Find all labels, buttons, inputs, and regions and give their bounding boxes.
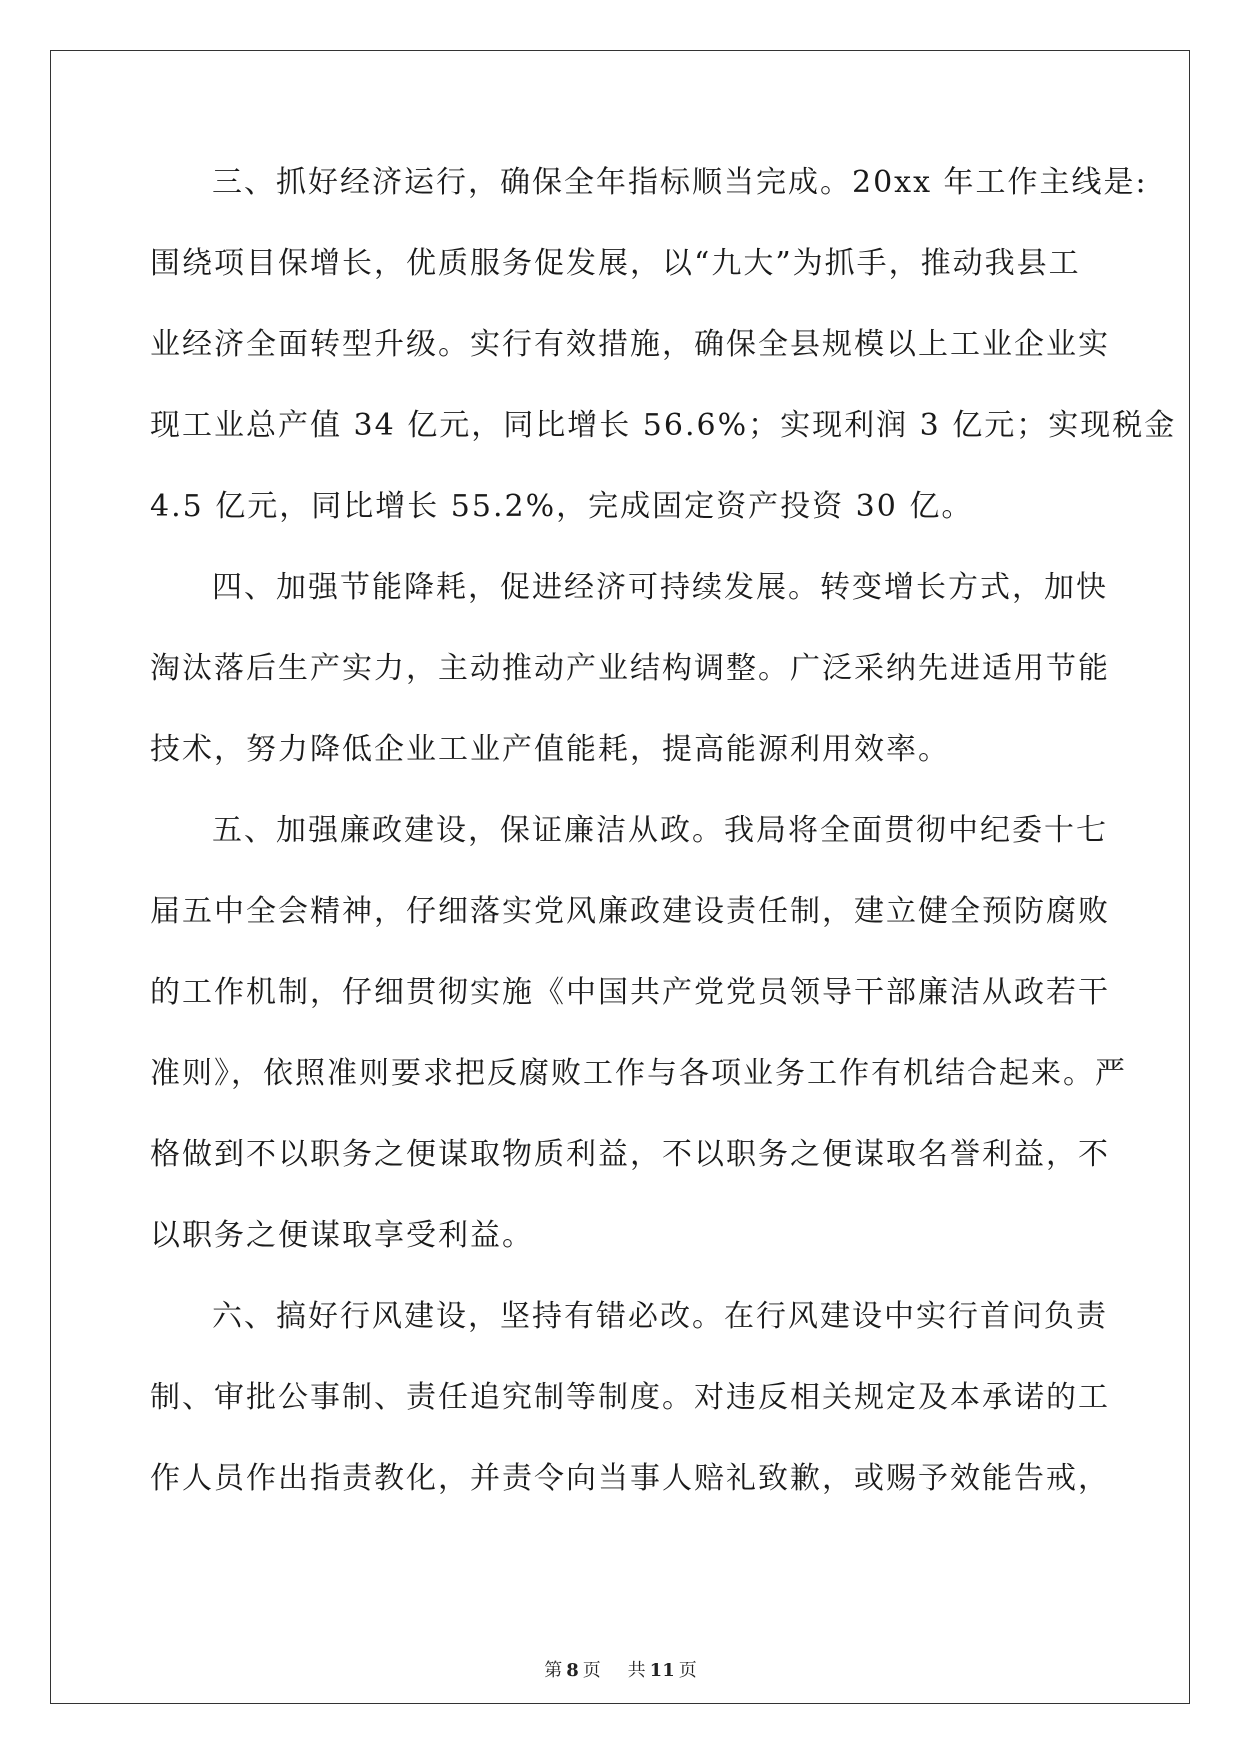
paragraph-3-line-2: 届五中全会精神，仔细落实党风廉政建设责任制，建立健全预防腐败 (150, 894, 1110, 929)
page-footer (0, 1656, 1241, 1682)
paragraph-1-line-4: 现工业总产值 34 亿元，同比增长 56.6%；实现利润 3 亿元；实现税金 (150, 408, 1177, 443)
total-suffix: 页 (678, 1660, 697, 1681)
paragraph-3-line-5: 格做到不以职务之便谋取物质利益，不以职务之便谋取名誉利益，不 (150, 1137, 1110, 1172)
page-suffix: 页 (582, 1660, 601, 1681)
paragraph-1-line-1: 三、抓好经济运行，确保全年指标顺当完成。20xx 年工作主线是: (212, 165, 1148, 200)
paragraph-3-line-4: 准则》，依照准则要求把反腐败工作与各项业务工作有机结合起来。严 (150, 1056, 1127, 1091)
page-number: 8 (566, 1660, 579, 1681)
paragraph-1-line-2: 围绕项目保增长，优质服务促发展，以“九大”为抓手，推动我县工 (150, 246, 1081, 281)
total-pages: 11 (649, 1660, 675, 1681)
paragraph-3-line-6: 以职务之便谋取享受利益。 (150, 1218, 534, 1253)
paragraph-2-line-1: 四、加强节能降耗，促进经济可持续发展。转变增长方式，加快 (212, 570, 1108, 605)
paragraph-2-line-3: 技术，努力降低企业工业产值能耗，提高能源利用效率。 (150, 732, 950, 767)
paragraph-3-line-3: 的工作机制，仔细贯彻实施《中国共产党党员领导干部廉洁从政若干 (150, 975, 1110, 1010)
paragraph-1-line-3: 业经济全面转型升级。实行有效措施，确保全县规模以上工业企业实 (150, 327, 1110, 362)
paragraph-1-line-5: 4.5 亿元，同比增长 55.2%，完成固定资产投资 30 亿。 (150, 489, 974, 524)
document-body (150, 163, 1177, 1540)
page-prefix: 第 (544, 1660, 563, 1681)
paragraph-4-line-1: 六、搞好行风建设，坚持有错必改。在行风建设中实行首问负责 (212, 1299, 1108, 1334)
paragraph-3-line-1: 五、加强廉政建设，保证廉洁从政。我局将全面贯彻中纪委十七 (212, 813, 1108, 848)
paragraph-4-line-3: 作人员作出指责教化，并责令向当事人赔礼致歉，或赐予效能告戒， (150, 1461, 1110, 1496)
paragraph-2-line-2: 淘汰落后生产实力，主动推动产业结构调整。广泛采纳先进适用节能 (150, 651, 1110, 686)
total-prefix: 共 (627, 1660, 646, 1681)
paragraph-4-line-2: 制、审批公事制、责任追究制等制度。对违反相关规定及本承诺的工 (150, 1380, 1110, 1415)
